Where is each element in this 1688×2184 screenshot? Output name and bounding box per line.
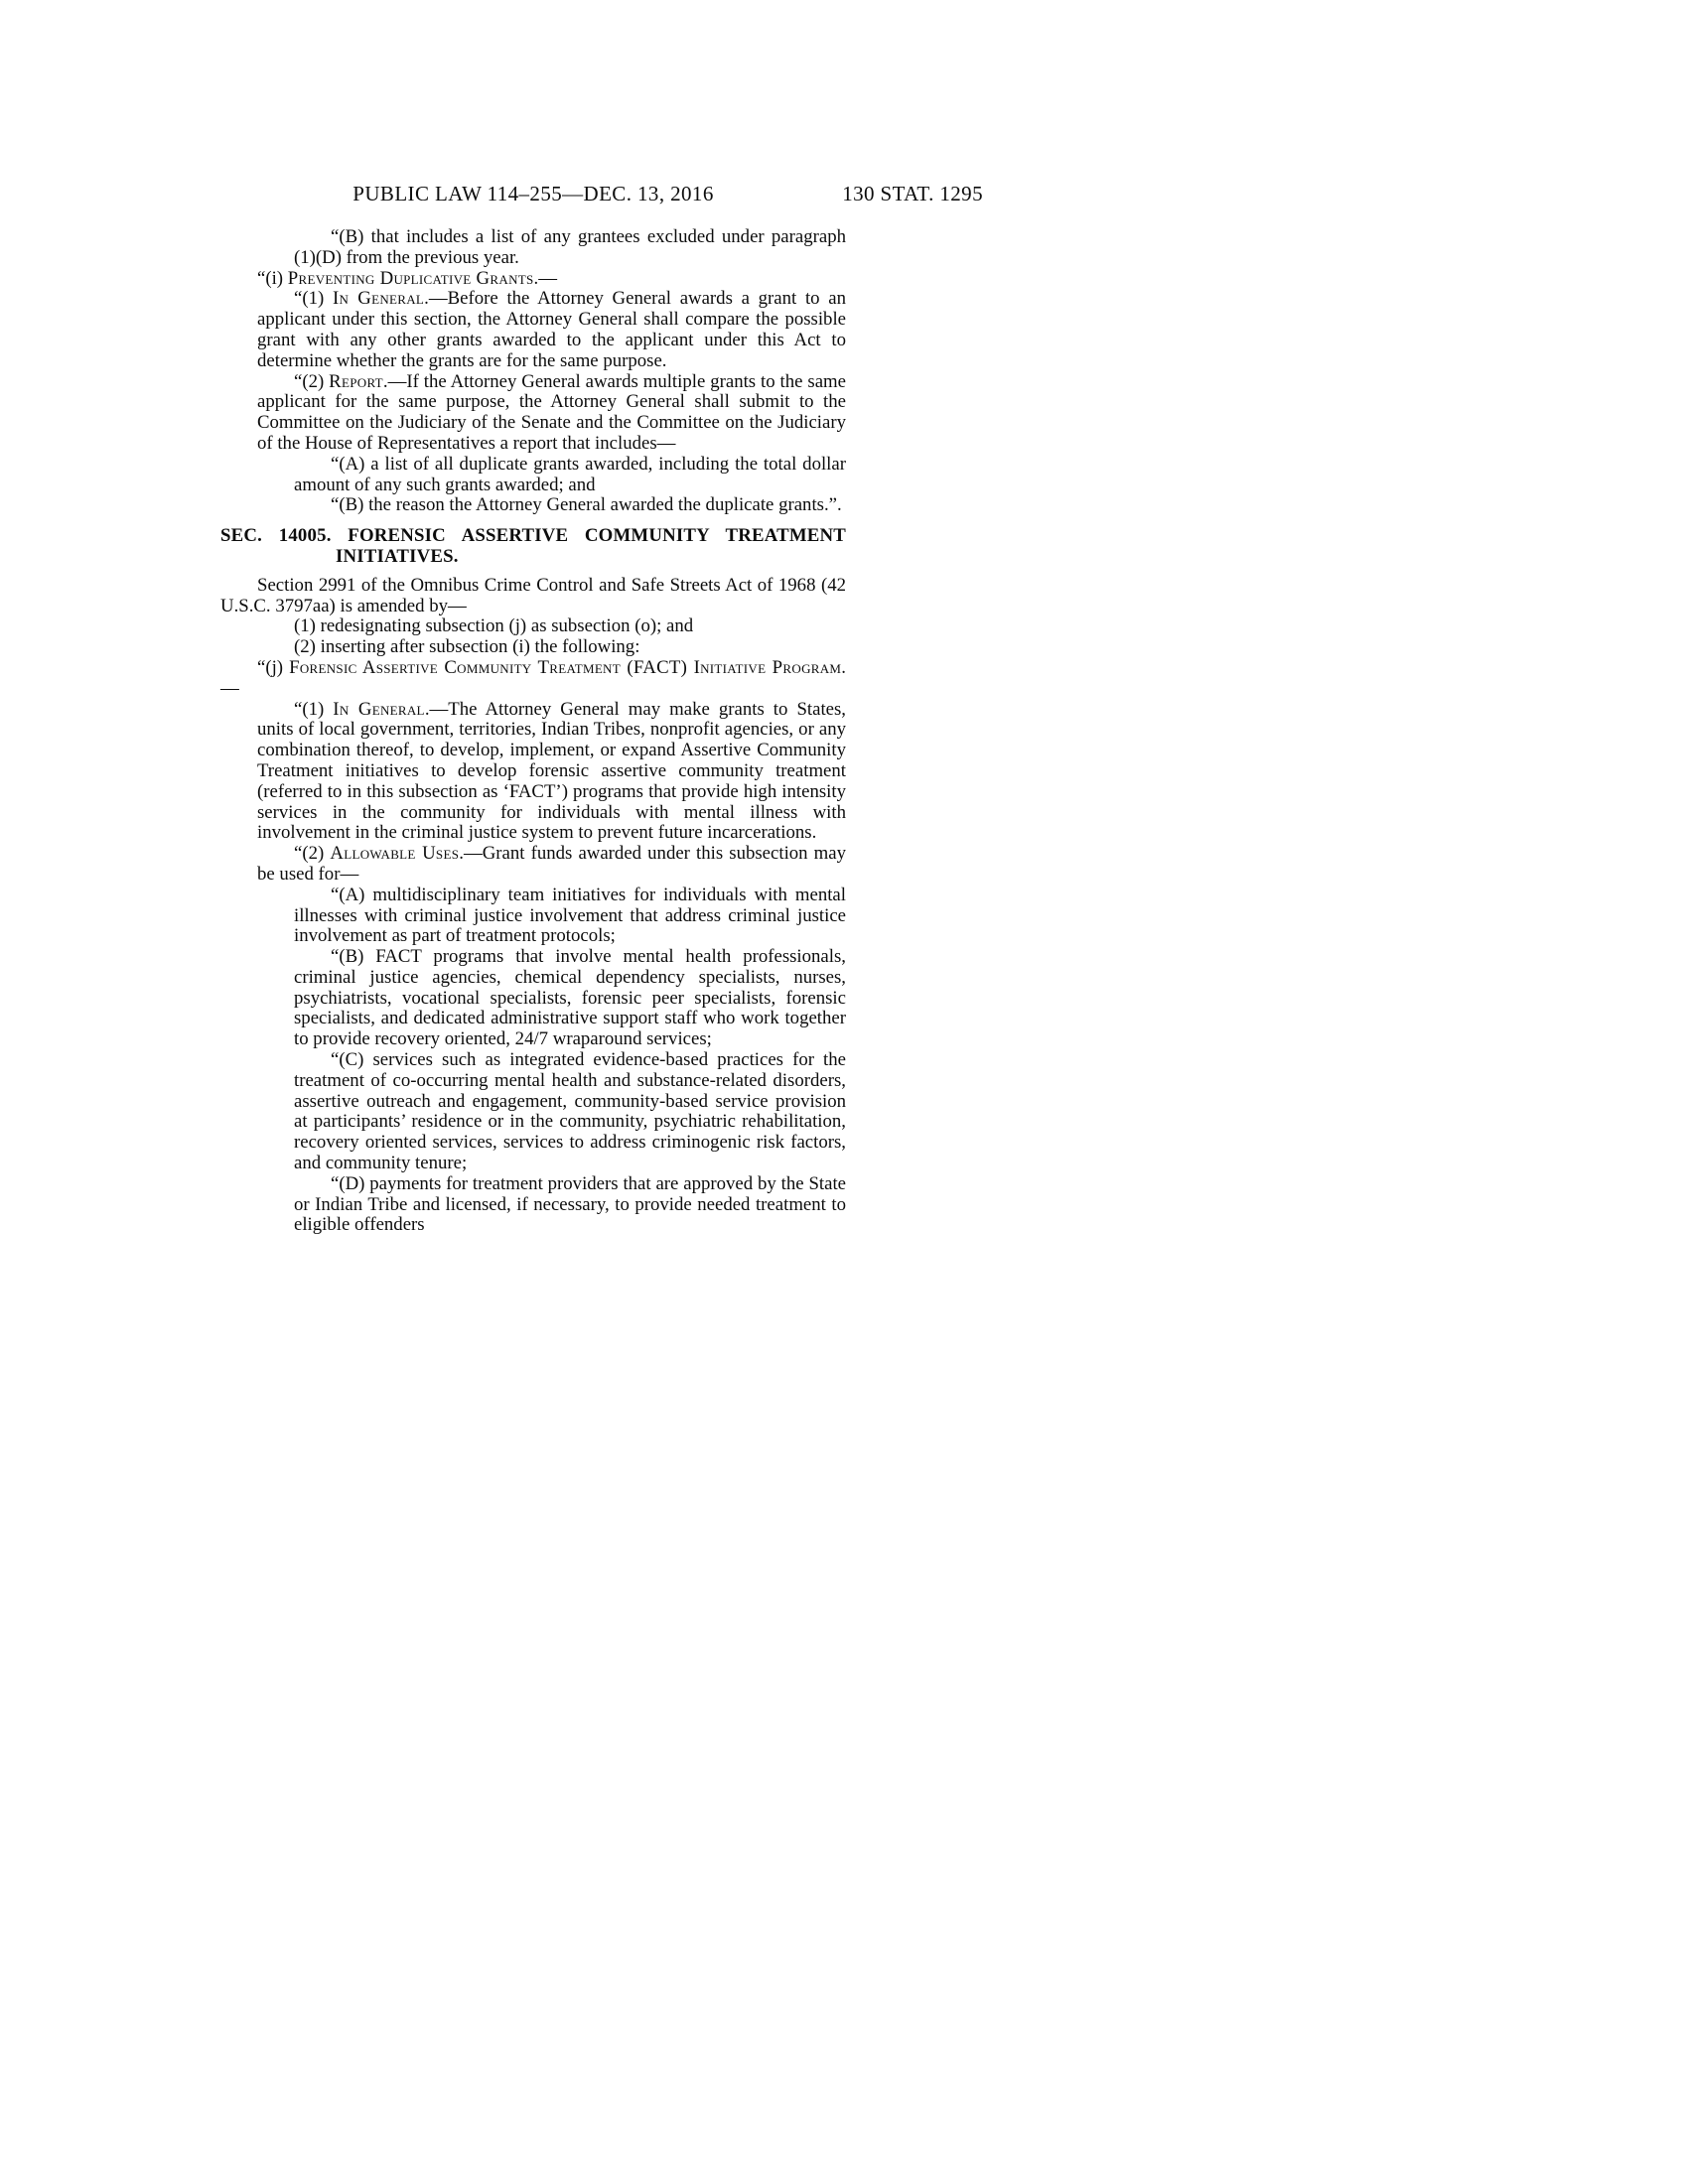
small-caps-text: In General <box>332 288 425 310</box>
paragraph <box>220 637 846 658</box>
page-header <box>220 182 983 209</box>
paragraph <box>220 947 846 1050</box>
text-segment: “(A) a list of all duplicate grants awarded, including the total dollar amount of any such grants awarded; and <box>294 453 846 495</box>
text-segment: “(D) payments for treatment providers that are approved by the State or Indian Tribe and licensed, if necessary, to provide needed treatment to eligible offenders <box>294 1172 846 1236</box>
text-segment: Section 2991 of the Omnibus Crime Control and Safe Streets Act of 1968 (42 U.S.C. 3797aa) is amended by— <box>220 574 846 616</box>
text-segment: .— <box>533 267 558 289</box>
paragraph <box>220 886 846 947</box>
paragraph <box>220 1050 846 1174</box>
header-law-title: PUBLIC LAW 114–255—DEC. 13, 2016 <box>352 182 714 205</box>
paragraph <box>220 227 846 269</box>
paragraph <box>220 616 846 637</box>
text-segment: “(2) <box>294 370 330 392</box>
text-segment: .—Before the Attorney General awards a grant to an applicant under this section, the Attorney General shall compare the possible grant with any other grants awarded to the applicant under this Act to determine whether the grants are for the same purpose. <box>257 288 846 371</box>
small-caps-text: Preventing Duplicative Grants <box>287 267 534 289</box>
header-stat-number: 130 STAT. 1295 <box>842 182 983 205</box>
text-segment: “(1) <box>294 288 333 310</box>
text-segment: “(B) that includes a list of any grantees excluded under paragraph (1)(D) from the previous year. <box>294 226 846 268</box>
paragraph <box>220 269 846 290</box>
paragraph <box>220 844 846 886</box>
text-segment: “(2) <box>294 843 331 865</box>
paragraph <box>220 1174 846 1236</box>
paragraph <box>220 495 846 516</box>
text-segment: .— <box>220 656 846 699</box>
paragraph <box>220 576 846 617</box>
section-heading <box>220 526 846 568</box>
text-segment: .—Grant funds awarded under this subsection may be used for— <box>257 843 847 885</box>
text-segment: .—If the Attorney General awards multiple grants to the same applicant for the same purpose, the Attorney General shall submit to the Committee on the Judiciary of the Senate and the Committee on the Judiciary of the House of Representatives a report that includes— <box>257 370 846 454</box>
text-segment: “(C) services such as integrated evidence-based practices for the treatment of co-occurring mental health and substance-related disorders, assertive outreach and engagement, community-based service provision at participants’ residence or in the community, psychiatric rehabilitation, recovery oriented services, services to address criminogenic risk factors, and community tenure; <box>294 1049 846 1174</box>
paragraph <box>220 658 846 700</box>
small-caps-text: In General <box>333 698 425 720</box>
text-segment: “(i) <box>257 267 288 289</box>
text-segment: “(B) the reason the Attorney General awarded the duplicate grants.”. <box>331 494 842 516</box>
text-segment: “(1) <box>294 698 334 720</box>
document-body <box>220 227 846 1236</box>
small-caps-text: Forensic Assertive Community Treatment (FACT) Initiative Program <box>289 656 842 678</box>
text-segment: “(B) FACT programs that involve mental health professionals, criminal justice agencies, chemical dependency specialists, nurses, psychiatrists, vocational specialists, forensic peer specialists, forensic specialists, and dedicated administrative support staff who work together to provide recovery oriented, 24/7 wraparound services; <box>294 946 846 1050</box>
small-caps-text: Allowable Uses <box>330 843 460 865</box>
paragraph <box>220 372 846 455</box>
text-segment: (2) inserting after subsection (i) the following: <box>294 636 640 658</box>
text-segment: .—The Attorney General may make grants to States, units of local government, territories, Indian Tribes, nonprofit agencies, or any combination thereof, to develop, implement, or expand Assertive Community Treatment initiatives to develop forensic assertive community treatment (referred to in this subsection as ‘FACT’) programs that provide high intensity services in the community for individuals with mental illness with involvement in the criminal justice system to prevent future incarcerations. <box>257 698 847 844</box>
text-segment: “(j) <box>257 656 290 678</box>
paragraph <box>220 289 846 371</box>
text-segment: “(A) multidisciplinary team initiatives for individuals with mental illnesses with criminal justice involvement that address criminal justice involvement as part of treatment protocols; <box>294 884 846 947</box>
paragraph <box>220 700 846 845</box>
small-caps-text: Report <box>329 370 383 392</box>
text-segment: SEC. 14005. FORENSIC ASSERTIVE COMMUNITY TREATMENT INITIATIVES. <box>220 525 846 567</box>
paragraph <box>220 455 846 496</box>
text-segment: (1) redesignating subsection (j) as subsection (o); and <box>294 615 694 637</box>
